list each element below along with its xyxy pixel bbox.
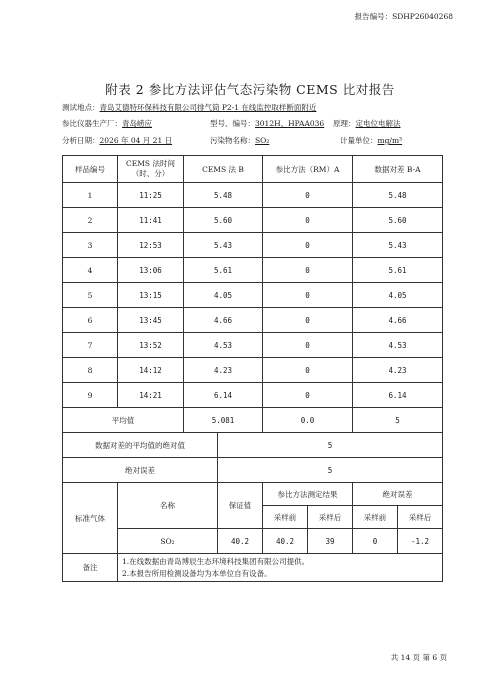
remarks-row — [63, 554, 443, 582]
sample-no-cell: 6 — [63, 308, 118, 333]
abs-mean-value: 5 — [218, 433, 443, 458]
abs-error-label: 绝对误差 — [63, 458, 218, 483]
cems-time-cell: 13:52 — [118, 333, 184, 358]
cems-time-cell: 14:21 — [118, 383, 184, 408]
header-rm-a: 参比方法（RM）A — [263, 156, 353, 183]
diff-cell: 5.48 — [353, 183, 443, 208]
table-row — [63, 258, 443, 283]
instrument-model — [210, 118, 324, 129]
instrument-maker-value: 青岛崂应 — [122, 119, 152, 128]
table-row — [63, 358, 443, 383]
header-cems-time-text: CEMS 法时间 （时、分） — [126, 159, 175, 178]
instrument-principle-label: 原理： — [333, 119, 356, 128]
std-gas-rm-before: 40.2 — [263, 529, 308, 554]
diff-cell: 4.23 — [353, 358, 443, 383]
cems-b-cell: 5.43 — [184, 233, 263, 258]
comparison-table — [62, 155, 443, 582]
std-gas-abs-err-header: 绝对误差 — [353, 483, 443, 506]
table-row — [63, 383, 443, 408]
measurement-unit — [340, 135, 402, 146]
test-site — [62, 102, 316, 113]
abs-mean-label: 数据对差的平均值的绝对值 — [63, 433, 218, 458]
remark-1: 1.在线数据由青岛博辰生态环境科技集团有限公司提供。 — [122, 556, 310, 566]
cems-b-cell: 4.53 — [184, 333, 263, 358]
rm-before-header: 采样前 — [263, 506, 308, 529]
std-gas-err-after: -1.2 — [398, 529, 443, 554]
sample-no-cell: 1 — [63, 183, 118, 208]
diff-cell: 5.43 — [353, 233, 443, 258]
cems-time-cell: 13:06 — [118, 258, 184, 283]
instrument-principle — [333, 118, 401, 129]
header-sample-no: 样品编号 — [63, 156, 118, 183]
abs-error-row — [63, 458, 443, 483]
sample-no-cell: 8 — [63, 358, 118, 383]
pollutant-name-label: 污染物名称： — [210, 136, 255, 145]
remark-2: 2.本报告所用检测设备均为本单位自有设备。 — [122, 568, 272, 578]
err-after-header: 采样后 — [398, 506, 443, 529]
std-gas-data-row — [63, 529, 443, 554]
diff-cell: 5.61 — [353, 258, 443, 283]
diff-cell: 5.60 — [353, 208, 443, 233]
analysis-date-label: 分析日期： — [62, 136, 100, 145]
rm-a-cell: 0 — [263, 358, 353, 383]
analysis-date-value: 2026 年 04 月 21 日 — [99, 136, 173, 145]
std-gas-rm-header: 参比方法测定结果 — [263, 483, 353, 506]
instrument-model-value: 3012H、HPAA036 — [255, 119, 325, 128]
std-gas-label: 标准气体 — [63, 483, 118, 554]
test-site-value: 青岛艾德特环保科技有限公司排气筒 P2-1 在线监控取样断面附近 — [99, 103, 317, 112]
cems-b-cell: 4.05 — [184, 283, 263, 308]
cems-b-cell: 5.61 — [184, 258, 263, 283]
cems-time-cell: 12:53 — [118, 233, 184, 258]
cems-b-cell: 5.48 — [184, 183, 263, 208]
rm-a-cell: 0 — [263, 308, 353, 333]
average-diff: 5 — [353, 408, 443, 433]
std-gas-cert-header: 保证值 — [218, 483, 263, 529]
measurement-unit-label: 计量单位： — [340, 136, 378, 145]
measurement-unit-value: mg/m³ — [377, 136, 403, 145]
std-gas-err-before: 0 — [353, 529, 398, 554]
diff-cell: 6.14 — [353, 383, 443, 408]
rm-a-cell: 0 — [263, 208, 353, 233]
abs-error-value: 5 — [218, 458, 443, 483]
table-row — [63, 208, 443, 233]
sample-no-cell: 7 — [63, 333, 118, 358]
rm-a-cell: 0 — [263, 333, 353, 358]
std-gas-name: SO₂ — [118, 529, 218, 554]
rm-a-cell: 0 — [263, 233, 353, 258]
remarks-label: 备注 — [63, 554, 118, 582]
err-before-header: 采样前 — [353, 506, 398, 529]
table-header-row — [63, 156, 443, 183]
header-diff: 数据对差 B-A — [353, 156, 443, 183]
sample-no-cell: 3 — [63, 233, 118, 258]
rm-a-cell: 0 — [263, 283, 353, 308]
pollutant-name-value: SO₂ — [255, 136, 270, 145]
abs-mean-row — [63, 433, 443, 458]
instrument-principle-value: 定电位电解法 — [355, 119, 401, 128]
header-cems-b: CEMS 法 B — [184, 156, 263, 183]
test-site-label: 测试地点： — [62, 103, 100, 112]
rm-a-cell: 0 — [263, 258, 353, 283]
cems-time-cell: 11:41 — [118, 208, 184, 233]
remarks-cell — [118, 554, 443, 582]
instrument-model-label: 型号、编号： — [210, 119, 255, 128]
report-title: 附表 2 参比方法评估气态污染物 CEMS 比对报告 — [105, 82, 395, 97]
table-row — [63, 308, 443, 333]
average-cems-b: 5.081 — [184, 408, 263, 433]
pollutant-name — [210, 135, 269, 146]
average-label: 平均值 — [63, 408, 184, 433]
average-rm-a: 0.0 — [263, 408, 353, 433]
table-row — [63, 183, 443, 208]
rm-a-cell: 0 — [263, 383, 353, 408]
table-row — [63, 233, 443, 258]
rm-after-header: 采样后 — [308, 506, 353, 529]
sample-no-cell: 4 — [63, 258, 118, 283]
analysis-date — [62, 135, 172, 146]
cems-b-cell: 5.60 — [184, 208, 263, 233]
diff-cell: 4.53 — [353, 333, 443, 358]
instrument-maker-label: 参比仪器生产厂： — [62, 119, 122, 128]
sample-no-cell: 2 — [63, 208, 118, 233]
table-row — [63, 283, 443, 308]
instrument-maker — [62, 118, 152, 129]
average-row — [63, 408, 443, 433]
rm-a-cell: 0 — [263, 183, 353, 208]
cems-time-cell: 13:45 — [118, 308, 184, 333]
diff-cell: 4.05 — [353, 283, 443, 308]
diff-cell: 4.66 — [353, 308, 443, 333]
cems-time-cell: 14:12 — [118, 358, 184, 383]
cems-time-cell: 13:15 — [118, 283, 184, 308]
cems-time-cell: 11:25 — [118, 183, 184, 208]
cems-b-cell: 4.66 — [184, 308, 263, 333]
sample-no-cell: 5 — [63, 283, 118, 308]
cems-b-cell: 6.14 — [184, 383, 263, 408]
report-number: 报告编号：SDHP26040268 — [354, 12, 453, 21]
table-row — [63, 333, 443, 358]
header-cems-time — [118, 156, 184, 183]
std-gas-name-header: 名称 — [118, 483, 218, 529]
sample-no-cell: 9 — [63, 383, 118, 408]
std-gas-header-row — [63, 483, 443, 506]
std-gas-cert: 40.2 — [218, 529, 263, 554]
std-gas-rm-after: 39 — [308, 529, 353, 554]
page-number: 共 14 页 第 6 页 — [390, 653, 447, 662]
cems-b-cell: 4.23 — [184, 358, 263, 383]
